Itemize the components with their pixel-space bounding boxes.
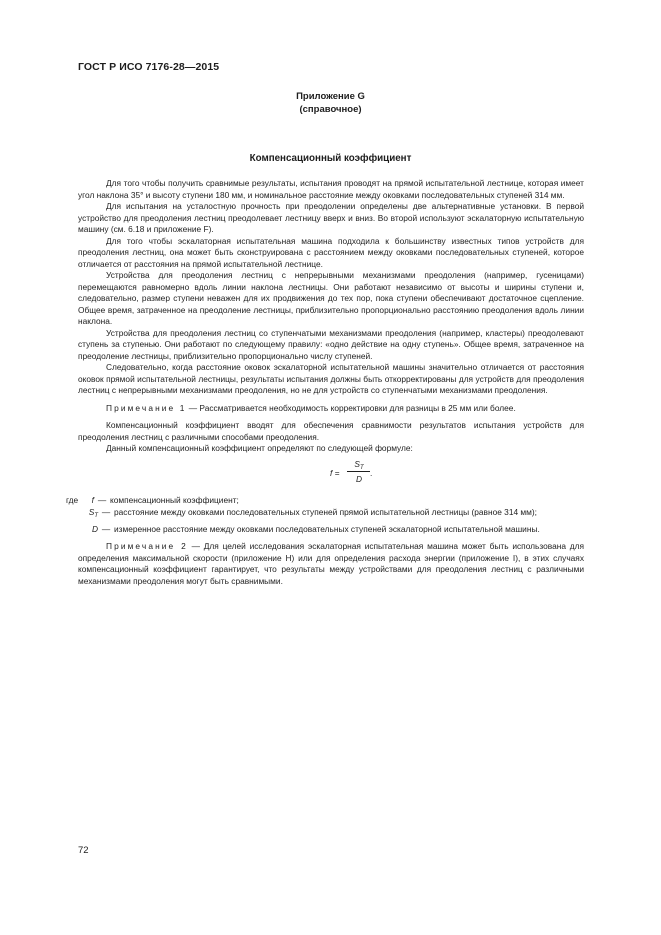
- definition-term: f: [91, 494, 94, 505]
- definition-dash: —: [101, 507, 111, 517]
- definition-s: [78, 507, 584, 523]
- definitions-lead: где: [66, 494, 79, 505]
- note-label: Примечание 1: [106, 402, 187, 413]
- definition-term: D: [91, 523, 98, 534]
- document-header: ГОСТ Р ИСО 7176-28—2015: [78, 61, 220, 73]
- paragraph: Следовательно, когда расстояние оковок эскалаторной испытательной машины значительно отличается от расстояния оковок прямой испытательной лестницы, результаты испытания должны быть откорректированы для устройств для преодоления лестниц с непрерывными механизмами преодоления, но не для устройств со ступенчатыми механизмами преодоления.: [78, 362, 584, 395]
- note-1: [78, 403, 584, 415]
- paragraph: Для испытания на усталостную прочность при преодолении определены две альтернативные установки. В первой устройство для преодоления лестниц преодолевает лестницу вверх и вниз. Во второй используют эскалаторную испытательную машину (см. 6.18 и приложение F).: [78, 201, 584, 234]
- paragraph: Компенсационный коэффициент вводят для обеспечения сравнимости результатов испытания устройств для преодоления лестниц с различными способами преодоления.: [78, 420, 584, 442]
- paragraph: Данный компенсационный коэффициент определяют по следующей формуле:: [106, 443, 413, 453]
- note-label: Примечание 2: [106, 541, 188, 551]
- paragraph: Для того чтобы получить сравнимые результаты, испытания проводят на прямой испытательной лестнице, которая имеет угол наклона 35° и высоту ступени 180 мм, и номинальное расстояние между оковками последовательных ступеней 314 мм.: [78, 178, 584, 200]
- definition-d: [78, 524, 584, 536]
- definition-f: [66, 494, 584, 507]
- body-text: [66, 178, 584, 593]
- definition-term: $S_T$: [88, 507, 98, 519]
- page-number: 72: [78, 845, 89, 856]
- formula: [78, 459, 584, 489]
- note-text: — Рассматривается необходимость корректировки для разницы в 25 мм или более.: [186, 402, 516, 413]
- definition-desc: расстояние между оковками последовательных ступеней прямой испытательной лестницы (равное 314 мм);: [114, 507, 537, 517]
- definitions: [66, 494, 584, 536]
- formula-end: .: [370, 467, 373, 478]
- fraction-line: [347, 471, 370, 472]
- definition-dash: —: [97, 494, 107, 505]
- annex-title: Приложение G: [296, 91, 365, 102]
- section-title: Компенсационный коэффициент: [249, 153, 412, 164]
- annex-subtitle: (справочное): [299, 104, 362, 115]
- formula-denominator: D: [355, 473, 363, 484]
- paragraph: Для того чтобы эскалаторная испытательная машина подходила к большинству известных типов устройств для преодоления лестниц, она может быть сконструирована с расстоянием между оковками последовательных ступеней, которое отличается от расстояния на прямой испытательной лестнице.: [78, 235, 584, 269]
- definition-desc: компенсационный коэффициент;: [110, 494, 239, 505]
- formula-numerator: $S_T$: [354, 458, 364, 471]
- definition-dash: —: [101, 523, 111, 534]
- definition-desc: измеренное расстояние между оковками последовательных ступеней эскалаторной испытательной машины.: [114, 523, 540, 534]
- paragraph: Устройства для преодоления лестниц со ступенчатыми механизмами преодоления (например, кластеры) преодолевают ступень за ступенью. Они работают по следующему правилу: «одно действие на одну ступень». Общее время, затраченное на преодоление лестницы, приблизительно пропорционально числу ступеней.: [78, 327, 584, 361]
- paragraph: Устройства для преодоления лестниц с непрерывными механизмами преодоления (например, гусеницами) перемещаются равномерно вдоль линии наклона лестницы. Они работают независимо от высоты и ширины ступени и, следовательно, размер ступени неважен для их продвижения до тех пор, пока ступени обеспечивают достаточное сцепление. Общее время, затраченное на преодоление лестницы, приблизительно пропорционально расстоянию преодоления вдоль линии наклона.: [78, 270, 584, 326]
- note-text: — Для целей исследования эскалаторная испытательная машина может быть использована для определения максимальной скорости (приложение H) или для определения расхода энергии (приложение I), в этих случаях компенсационный коэффициент гарантирует, что результаты между устройствами для преодоления лестниц с различными механизмами преодоления могут быть сравнимыми.: [78, 541, 584, 586]
- formula-lhs: f =: [330, 467, 340, 478]
- note-2: [78, 541, 584, 587]
